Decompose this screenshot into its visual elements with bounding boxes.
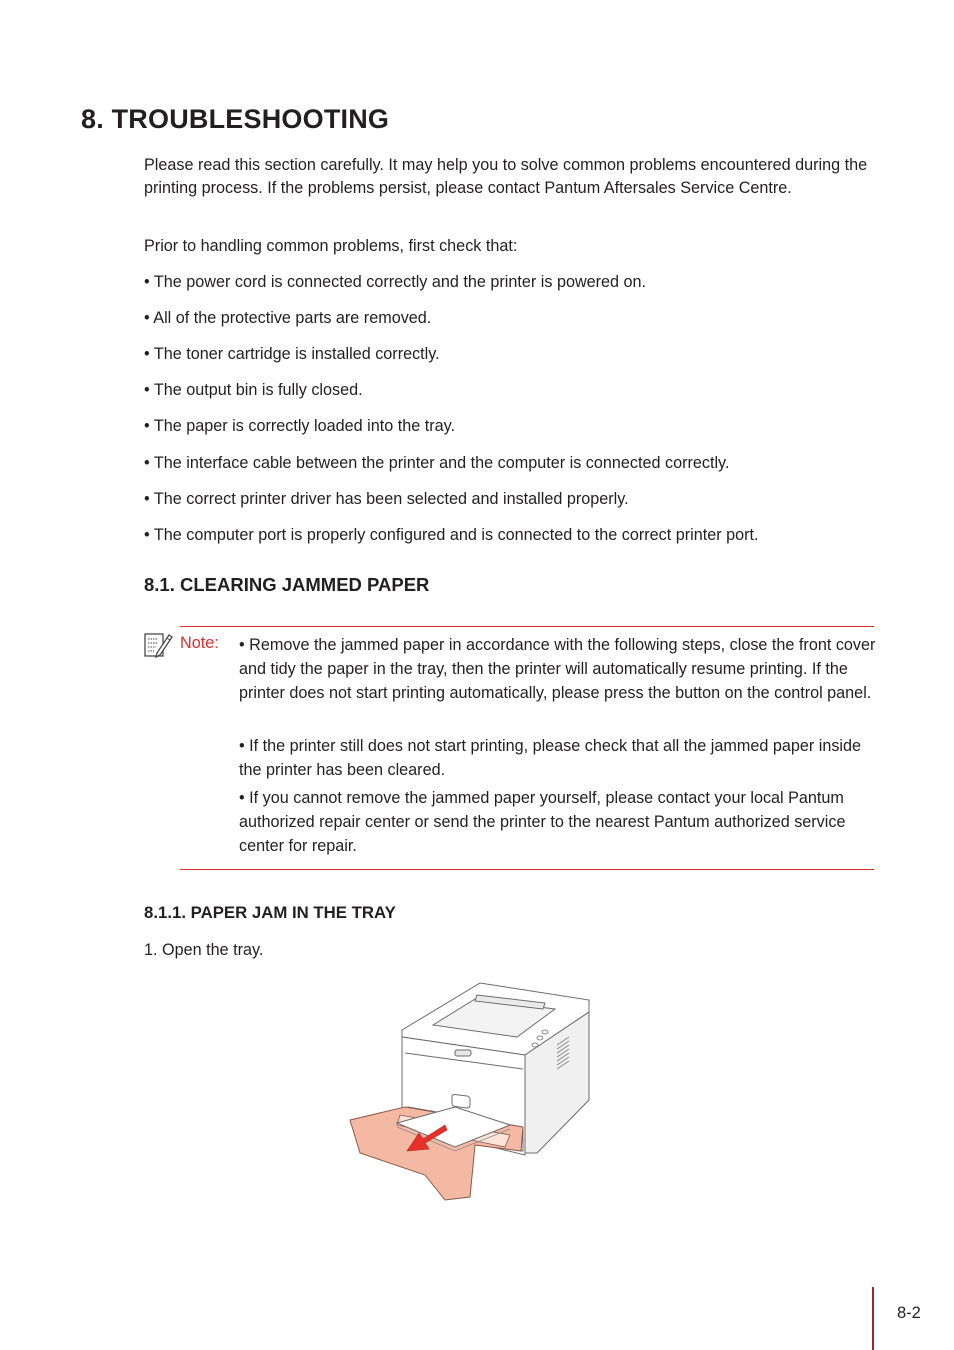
page-number: 8-2: [897, 1304, 921, 1322]
prior-check-text: Prior to handling common problems, first check that:: [144, 237, 518, 255]
check-item: • The output bin is fully closed.: [144, 381, 363, 399]
check-item: • The power cord is connected correctly and the printer is powered on.: [144, 273, 647, 291]
subsection-heading: 8.1.1. PAPER JAM IN THE TRAY: [144, 903, 396, 922]
note-item: • Remove the jammed paper in accordance with the following steps, close the front cover and tidy the paper in the tray, then the printer will automatically resume printing. If the printer does not start printing automatically, please press the button on the control panel.: [239, 636, 876, 702]
check-item: • The toner cartridge is installed correctly.: [144, 345, 440, 363]
note-item: • If you cannot remove the jammed paper yourself, please contact your local Pantum authorized repair center or send the printer to the nearest Pantum authorized service center for repair.: [239, 789, 846, 855]
printer-illustration: [345, 975, 600, 1210]
page-number-bar: [872, 1287, 874, 1350]
step-text: 1. Open the tray.: [144, 941, 264, 959]
note-item: • If the printer still does not start printing, please check that all the jammed paper inside the printer has been cleared.: [239, 737, 862, 779]
check-item: • The interface cable between the printer and the computer is connected correctly.: [144, 454, 730, 472]
check-item: • The correct printer driver has been selected and installed properly.: [144, 490, 629, 508]
note-icon: [143, 631, 173, 659]
note-top-rule: [180, 626, 874, 627]
intro-paragraph: Please read this section carefully. It may help you to solve common problems encountered during the printing process. If the problems persist, please contact Pantum Aftersales Service Centre.: [144, 156, 868, 197]
check-item: • The paper is correctly loaded into the tray.: [144, 417, 455, 435]
check-item: • The computer port is properly configured and is connected to the correct printer port.: [144, 526, 759, 544]
section-heading: 8.1. CLEARING JAMMED PAPER: [144, 574, 430, 595]
page-title: 8. TROUBLESHOOTING: [81, 104, 390, 134]
note-bottom-rule: [180, 869, 874, 870]
check-item: • All of the protective parts are removed.: [144, 309, 432, 327]
note-label: Note:: [180, 634, 219, 652]
